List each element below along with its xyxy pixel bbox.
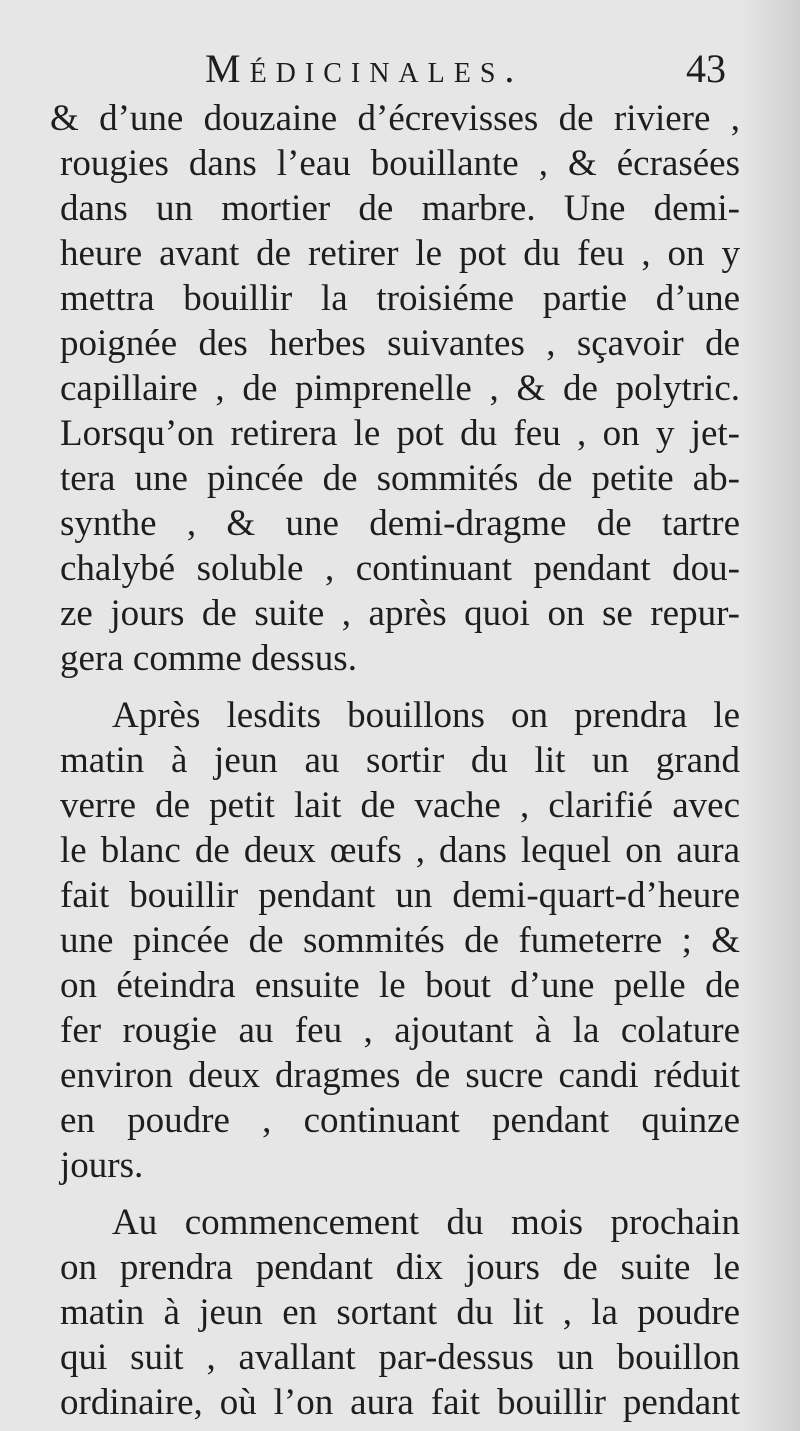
- paragraph-1: [50, 96, 740, 681]
- paragraph-3: [60, 1200, 740, 1425]
- text-line: Lorsqu’on retirera le pot du feu , on y jet-: [60, 413, 740, 454]
- text-line: matin à jeun au sortir du lit un grand: [60, 740, 740, 781]
- page-edge-shadow: [740, 0, 800, 1431]
- text-line: on prendra pendant dix jours de suite le: [60, 1247, 740, 1288]
- text-line: tera une pincée de sommités de petite ab-: [60, 458, 740, 499]
- paragraph-gap: [60, 1188, 740, 1200]
- text-line: capillaire , de pimprenelle , & de polytric.: [60, 368, 740, 409]
- running-head: Médicinales.: [205, 46, 524, 91]
- text-line: verre de petit lait de vache , clarifié avec: [60, 785, 740, 826]
- text-line: & d’une douzaine d’écrevisses de riviere ,: [50, 98, 740, 139]
- text-line: qui suit , avallant par-dessus un bouillon: [60, 1337, 740, 1378]
- text-line: ordinaire, où l’on aura fait bouillir pendant: [60, 1382, 740, 1423]
- text-line: mettra bouillir la troisiéme partie d’une: [60, 278, 740, 319]
- text-line: heure avant de retirer le pot du feu , on y: [60, 233, 740, 274]
- page-number: 43: [686, 46, 726, 91]
- page-header: [0, 44, 800, 94]
- text-line: fer rougie au feu , ajoutant à la colature: [60, 1010, 740, 1051]
- text-line: matin à jeun en sortant du lit , la poudre: [60, 1292, 740, 1333]
- text-line: gera comme dessus.: [60, 638, 357, 679]
- text-line: rougies dans l’eau bouillante , & écrasées: [60, 143, 740, 184]
- body-text: [50, 96, 740, 1425]
- text-line: Après lesdits bouillons on prendra le: [112, 695, 740, 736]
- text-line: une pincée de sommités de fumeterre ; &: [60, 920, 740, 961]
- paragraph-2: [60, 693, 740, 1188]
- text-line: ze jours de suite , après quoi on se repur-: [60, 593, 740, 634]
- text-line: le blanc de deux œufs , dans lequel on aura: [60, 830, 740, 871]
- text-line: poignée des herbes suivantes , sçavoir de: [60, 323, 740, 364]
- paragraph-gap: [60, 681, 740, 693]
- text-line: fait bouillir pendant un demi-quart-d’heure: [60, 875, 740, 916]
- text-line: jours.: [60, 1145, 144, 1186]
- text-line: en poudre , continuant pendant quinze: [60, 1100, 740, 1141]
- text-line: synthe , & une demi-dragme de tartre: [60, 503, 740, 544]
- text-line: chalybé soluble , continuant pendant dou-: [60, 548, 740, 589]
- text-line: environ deux dragmes de sucre candi réduit: [60, 1055, 740, 1096]
- text-line: on éteindra ensuite le bout d’une pelle de: [60, 965, 740, 1006]
- text-line: Au commencement du mois prochain: [112, 1202, 740, 1243]
- text-line: dans un mortier de marbre. Une demi-: [60, 188, 740, 229]
